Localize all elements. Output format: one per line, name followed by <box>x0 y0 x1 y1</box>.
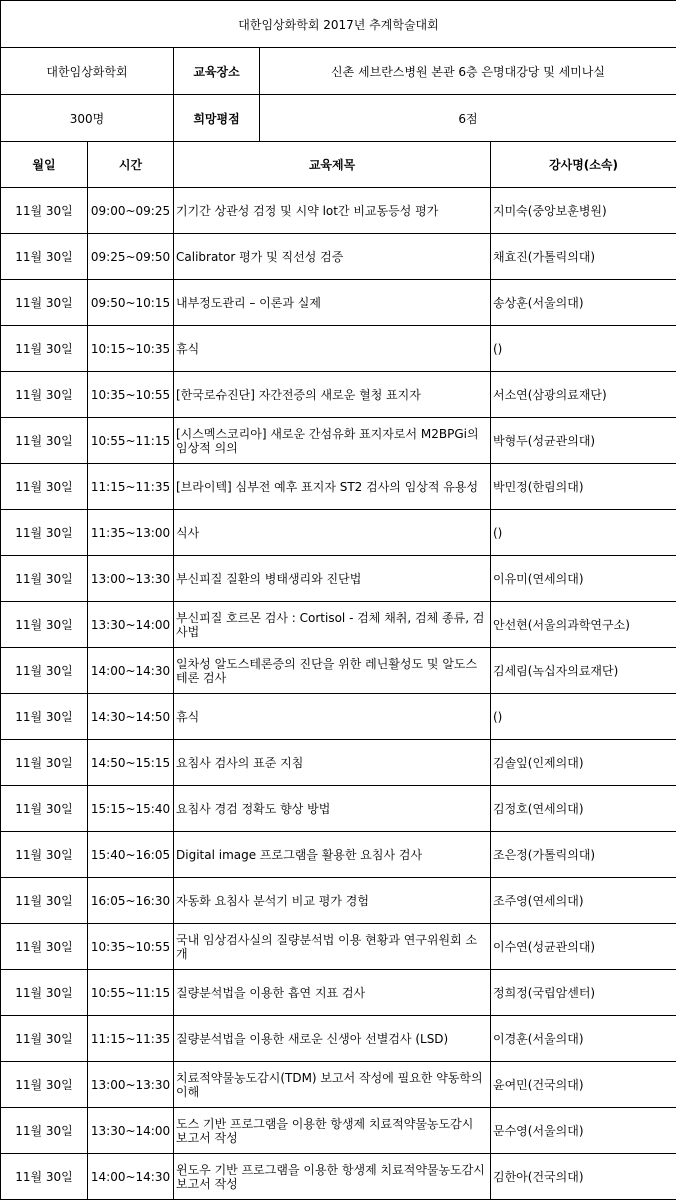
session-time: 15:40~16:05 <box>88 832 174 878</box>
column-header-time: 시간 <box>88 142 174 188</box>
score-label: 희망평점 <box>174 95 260 142</box>
table-row <box>1 372 676 418</box>
session-date: 11월 30일 <box>1 648 88 694</box>
table-row <box>1 556 676 602</box>
session-speaker: 조은정(가톨릭의대) <box>491 832 676 878</box>
capacity: 300명 <box>1 95 174 142</box>
session-topic: 내부정도관리 – 이론과 실제 <box>174 280 491 326</box>
session-speaker: 박형두(성균관의대) <box>491 418 676 464</box>
session-speaker: 김정호(연세의대) <box>491 786 676 832</box>
session-date: 11월 30일 <box>1 234 88 280</box>
session-speaker: 이경훈(서울의대) <box>491 1016 676 1062</box>
session-topic: 치료적약물농도감시(TDM) 보고서 작성에 필요한 약동학의 이해 <box>174 1062 491 1108</box>
table-row <box>1 326 676 372</box>
table-row <box>1 1108 676 1154</box>
session-topic: Digital image 프로그램을 활용한 요침사 검사 <box>174 832 491 878</box>
session-speaker: 김세림(녹십자의료재단) <box>491 648 676 694</box>
event-title: 대한임상화학회 2017년 추계학술대회 <box>1 1 676 48</box>
table-row <box>1 1062 676 1108</box>
table-row <box>1 188 676 234</box>
table-row <box>1 1154 676 1200</box>
session-speaker: 박민정(한림의대) <box>491 464 676 510</box>
session-time: 09:25~09:50 <box>88 234 174 280</box>
column-header-topic: 교육제목 <box>174 142 491 188</box>
session-time: 14:00~14:30 <box>88 648 174 694</box>
table-row <box>1 464 676 510</box>
session-date: 11월 30일 <box>1 188 88 234</box>
session-time: 09:00~09:25 <box>88 188 174 234</box>
session-topic: 식사 <box>174 510 491 556</box>
session-speaker: 윤여민(건국의대) <box>491 1062 676 1108</box>
session-topic: [시스멕스코리아] 새로운 간섬유화 표지자로서 M2BPGi의 임상적 의의 <box>174 418 491 464</box>
session-time: 10:15~10:35 <box>88 326 174 372</box>
session-date: 11월 30일 <box>1 418 88 464</box>
session-time: 10:55~11:15 <box>88 418 174 464</box>
session-date: 11월 30일 <box>1 326 88 372</box>
table-row <box>1 740 676 786</box>
session-date: 11월 30일 <box>1 970 88 1016</box>
session-time: 13:00~13:30 <box>88 556 174 602</box>
session-time: 15:15~15:40 <box>88 786 174 832</box>
session-date: 11월 30일 <box>1 556 88 602</box>
session-speaker: 안선현(서울의과학연구소) <box>491 602 676 648</box>
session-date: 11월 30일 <box>1 1016 88 1062</box>
table-row <box>1 648 676 694</box>
session-date: 11월 30일 <box>1 510 88 556</box>
session-speaker: 송상훈(서울의대) <box>491 280 676 326</box>
session-topic: 일차성 알도스테론증의 진단을 위한 레닌활성도 및 알도스테론 검사 <box>174 648 491 694</box>
session-topic: 부신피질 호르몬 검사 : Cortisol - 검체 채취, 검체 종류, 검사법 <box>174 602 491 648</box>
session-topic: 기기간 상관성 검정 및 시약 lot간 비교동등성 평가 <box>174 188 491 234</box>
session-speaker: 김솔잎(인제의대) <box>491 740 676 786</box>
score-value: 6점 <box>260 95 676 142</box>
session-time: 11:15~11:35 <box>88 1016 174 1062</box>
session-topic: 질량분석법을 이용한 새로운 신생아 선별검사 (LSD) <box>174 1016 491 1062</box>
session-date: 11월 30일 <box>1 924 88 970</box>
session-topic: Calibrator 평가 및 직선성 검증 <box>174 234 491 280</box>
session-speaker: 조주영(연세의대) <box>491 878 676 924</box>
session-date: 11월 30일 <box>1 464 88 510</box>
session-topic: 요침사 검사의 표준 지침 <box>174 740 491 786</box>
session-time: 14:50~15:15 <box>88 740 174 786</box>
session-date: 11월 30일 <box>1 280 88 326</box>
session-speaker: () <box>491 510 676 556</box>
organizer: 대한임상화학회 <box>1 48 174 95</box>
session-topic: 요침사 경검 정확도 향상 방법 <box>174 786 491 832</box>
column-header-date: 월일 <box>1 142 88 188</box>
session-speaker: 정희정(국립암센터) <box>491 970 676 1016</box>
session-speaker: 이유미(연세의대) <box>491 556 676 602</box>
session-time: 13:00~13:30 <box>88 1062 174 1108</box>
session-time: 14:30~14:50 <box>88 694 174 740</box>
session-speaker: () <box>491 326 676 372</box>
session-date: 11월 30일 <box>1 1062 88 1108</box>
table-row <box>1 418 676 464</box>
session-topic: 도스 기반 프로그램을 이용한 항생제 치료적약물농도감시 보고서 작성 <box>174 1108 491 1154</box>
session-speaker: 이수연(성균관의대) <box>491 924 676 970</box>
session-topic: 휴식 <box>174 694 491 740</box>
session-speaker: 김한아(건국의대) <box>491 1154 676 1200</box>
session-time: 16:05~16:30 <box>88 878 174 924</box>
table-row <box>1 970 676 1016</box>
session-speaker: 지미숙(중앙보훈병원) <box>491 188 676 234</box>
session-date: 11월 30일 <box>1 786 88 832</box>
table-row <box>1 280 676 326</box>
session-speaker: 채효진(가톨릭의대) <box>491 234 676 280</box>
session-date: 11월 30일 <box>1 878 88 924</box>
location-value: 신촌 세브란스병원 본관 6층 은명대강당 및 세미나실 <box>260 48 676 95</box>
session-topic: 자동화 요침사 분석기 비교 평가 경험 <box>174 878 491 924</box>
table-row <box>1 786 676 832</box>
session-topic: 윈도우 기반 프로그램을 이용한 항생제 치료적약물농도감시 보고서 작성 <box>174 1154 491 1200</box>
session-date: 11월 30일 <box>1 832 88 878</box>
session-time: 10:35~10:55 <box>88 372 174 418</box>
session-time: 11:15~11:35 <box>88 464 174 510</box>
session-topic: [한국로슈진단] 자간전증의 새로운 혈청 표지자 <box>174 372 491 418</box>
session-date: 11월 30일 <box>1 1108 88 1154</box>
session-time: 10:35~10:55 <box>88 924 174 970</box>
session-speaker: 서소연(삼광의료재단) <box>491 372 676 418</box>
session-topic: [브라이텍] 심부전 예후 표지자 ST2 검사의 임상적 유용성 <box>174 464 491 510</box>
session-date: 11월 30일 <box>1 372 88 418</box>
table-row <box>1 234 676 280</box>
session-topic: 국내 임상검사실의 질량분석법 이용 현황과 연구위원회 소개 <box>174 924 491 970</box>
session-time: 13:30~14:00 <box>88 602 174 648</box>
session-time: 10:55~11:15 <box>88 970 174 1016</box>
session-date: 11월 30일 <box>1 694 88 740</box>
session-speaker: 문수영(서울의대) <box>491 1108 676 1154</box>
table-row <box>1 510 676 556</box>
table-row <box>1 1016 676 1062</box>
table-row <box>1 602 676 648</box>
session-topic: 부신피질 질환의 병태생리와 진단법 <box>174 556 491 602</box>
session-topic: 질량분석법을 이용한 흡연 지표 검사 <box>174 970 491 1016</box>
session-time: 14:00~14:30 <box>88 1154 174 1200</box>
table-row <box>1 924 676 970</box>
table-row <box>1 832 676 878</box>
session-time: 09:50~10:15 <box>88 280 174 326</box>
session-time: 13:30~14:00 <box>88 1108 174 1154</box>
session-time: 11:35~13:00 <box>88 510 174 556</box>
column-header-speaker: 강사명(소속) <box>491 142 676 188</box>
table-row <box>1 694 676 740</box>
session-topic: 휴식 <box>174 326 491 372</box>
session-date: 11월 30일 <box>1 740 88 786</box>
table-row <box>1 878 676 924</box>
location-label: 교육장소 <box>174 48 260 95</box>
session-speaker: () <box>491 694 676 740</box>
session-date: 11월 30일 <box>1 1154 88 1200</box>
session-date: 11월 30일 <box>1 602 88 648</box>
